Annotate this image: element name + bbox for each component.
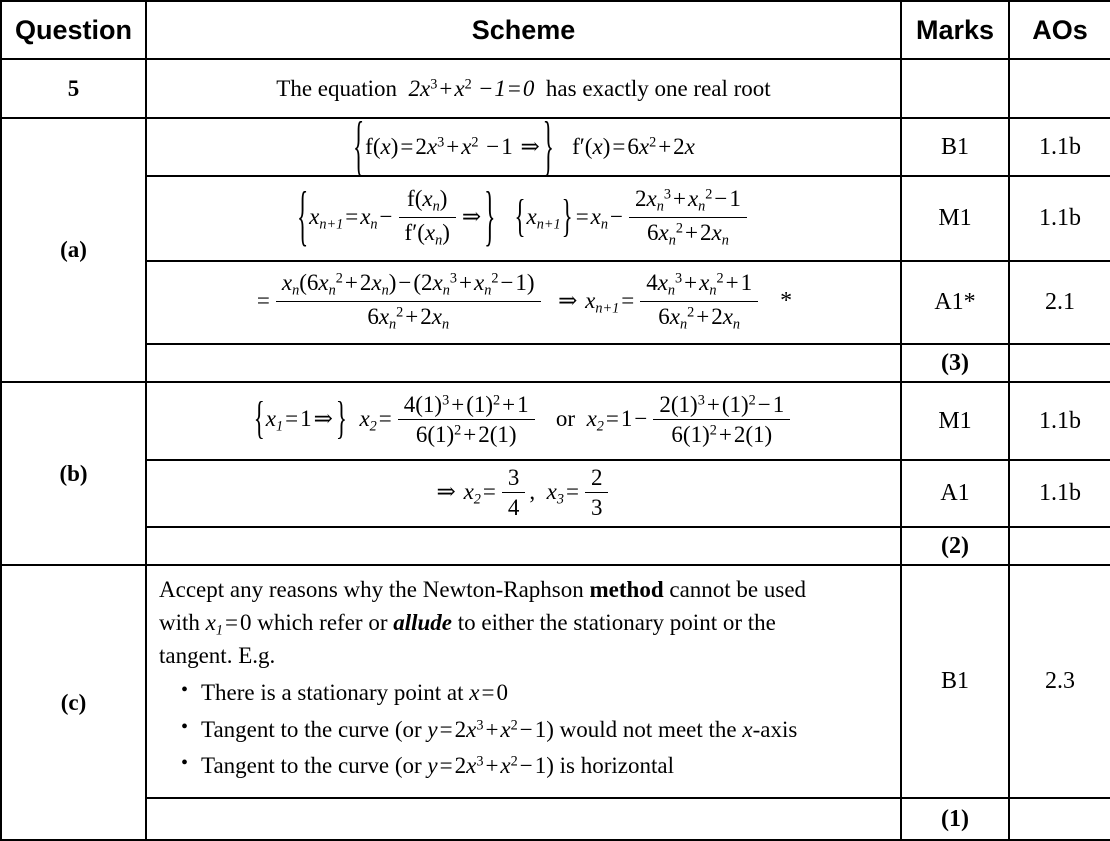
aos-b2: 1.1b xyxy=(1009,460,1110,527)
bullet-text-c: Tangent to the curve (or xyxy=(201,753,428,779)
part-label-a: (a) xyxy=(1,118,146,382)
part-label-c: (c) xyxy=(1,565,146,840)
bullet-text-b: Tangent to the curve (or xyxy=(201,716,428,742)
scheme-c1 xyxy=(146,565,901,798)
marks-b2: A1 xyxy=(901,460,1009,527)
header-question: Question xyxy=(1,1,146,59)
header-marks: Marks xyxy=(901,1,1009,59)
scheme-a3 xyxy=(146,261,901,344)
table-row-a1 xyxy=(1,118,1110,176)
reason-bullet-list xyxy=(159,677,888,783)
right-brace-icon: } xyxy=(542,109,554,182)
scheme-b2-math: ⇒ $x_2=$ $\frac{3}{4}$ , $x_3=$ $\frac{2}{3}$ xyxy=(435,479,613,504)
part-label-b: (b) xyxy=(1,382,146,565)
table-row-a-total xyxy=(1,344,1110,382)
bullet-math-3: $y=2x^3+x^2-1$ xyxy=(427,753,547,779)
stem-lead: The equation xyxy=(276,75,398,101)
table-row-c-total xyxy=(1,798,1110,840)
right-brace-icon: } xyxy=(484,179,496,252)
marks-a3: A1* xyxy=(901,261,1009,344)
scheme-a1-math: {$f(x)=2x^3+x^2 -1$ ⇒ } $f'(x)=6x^2+2x$ xyxy=(352,134,695,159)
table-row-c1 xyxy=(1,565,1110,798)
stem-trail: has exactly one real root xyxy=(545,75,771,101)
or-connector: or xyxy=(555,406,576,432)
aos-c1: 2.3 xyxy=(1009,565,1110,798)
table-row-stem xyxy=(1,59,1110,118)
list-item xyxy=(159,677,888,710)
aos-b-total xyxy=(1009,527,1110,565)
part-total-a: (3) xyxy=(901,344,1009,382)
table-row-a3 xyxy=(1,261,1110,344)
bullet-text-a: There is a stationary point at xyxy=(201,680,470,706)
marks-a1: B1 xyxy=(901,118,1009,176)
table-row-a2 xyxy=(1,176,1110,261)
bullet-math-1: x=0 xyxy=(469,680,508,706)
left-brace-icon: { xyxy=(514,190,526,241)
left-brace-icon: { xyxy=(353,109,365,182)
question-number: 5 xyxy=(1,59,146,118)
scheme-a3-math: = $\frac{xn(6xn^2+2xn)-(2xn^3+xn^2-1)}{6xn^2+2xn}$ ⇒ $x_{n+1}=$ $\frac{4xn^3+xn^2+1}{6xn^2+2xn}$ * xyxy=(256,269,793,333)
marks-c1: B1 xyxy=(901,565,1009,798)
allude-emphasis: allude xyxy=(393,609,453,635)
stem-scheme xyxy=(146,59,901,118)
left-brace-icon: { xyxy=(297,179,309,252)
right-brace-icon: } xyxy=(335,393,347,444)
part-total-b: (2) xyxy=(901,527,1009,565)
list-item: • Tangent to the curve (or $y=2x^3+x^2-1$) would not meet the x-axis xyxy=(159,714,888,747)
accept-text-d: which refer or xyxy=(251,609,394,635)
aos-a2: 1.1b xyxy=(1009,176,1110,261)
list-item: • Tangent to the curve (or $y=2x^3+x^2-1$) is horizontal xyxy=(159,750,888,783)
scheme-a1 xyxy=(146,109,901,182)
aos-c-total xyxy=(1009,798,1110,840)
accept-reasons-line-1 xyxy=(159,574,888,607)
header-scheme: Scheme xyxy=(146,1,901,59)
x1-equals-zero-math: $x_1=0$ xyxy=(205,609,252,639)
accept-reasons-line-2 xyxy=(159,607,888,641)
scheme-b-total xyxy=(146,527,901,565)
table-row-b1 xyxy=(1,382,1110,460)
aos-a-total xyxy=(1009,344,1110,382)
aos-b1: 1.1b xyxy=(1009,382,1110,460)
stem-equation: $2x^3+x^2 -1=0$ xyxy=(402,75,541,101)
accept-reasons-line-3: tangent. E.g. xyxy=(159,643,276,669)
table-header xyxy=(1,1,1110,59)
left-brace-icon: { xyxy=(253,393,265,444)
table-body xyxy=(1,59,1110,840)
bullet-math-2: $y=2x^3+x^2-1$ xyxy=(427,716,547,742)
table-row-b2 xyxy=(1,460,1110,527)
accept-text-e: to either the stationary point or the xyxy=(452,609,776,635)
table-row-b-total xyxy=(1,527,1110,565)
marks-b1: M1 xyxy=(901,382,1009,460)
marks-a2: M1 xyxy=(901,176,1009,261)
scheme-b1-math: {$x_1=1\Rightarrow$ } $x_2=$ $\frac{4(1)^3+(1)^2+1}{6(1)^2+2(1)}$ or $x_2=1-$ $\frac{2(1)^3+(1)^2-1}{6(1)^2+2(1)}$ xyxy=(253,406,795,431)
aos-a3: 2.1 xyxy=(1009,261,1110,344)
part-total-c: (1) xyxy=(901,798,1009,840)
star-marker: * xyxy=(780,287,793,314)
stem-text xyxy=(276,76,770,101)
scheme-a2-math: {$x_{n+1}=xn-$ $\frac{f(xn)}{f'(xn)}$ ⇒ } $\{x_{n+1}\} =xn-$ $\frac{2xn^3+xn^2-1}{6xn^2+2xn}$ xyxy=(296,204,751,229)
scheme-b1 xyxy=(146,382,901,460)
scheme-c-total xyxy=(146,798,901,840)
header-row xyxy=(1,1,1110,59)
stem-marks xyxy=(901,59,1009,118)
scheme-a2 xyxy=(146,176,901,261)
stem-aos xyxy=(1009,59,1110,118)
method-emphasis: method xyxy=(589,577,664,602)
right-brace-icon: } xyxy=(561,190,573,241)
accept-text-a: Accept any reasons why the Newton-Raphson xyxy=(159,577,590,602)
aos-a1: 1.1b xyxy=(1009,118,1110,176)
scheme-b2 xyxy=(146,460,901,527)
scheme-a-total xyxy=(146,344,901,382)
accept-text-c: with xyxy=(159,609,206,635)
header-aos: AOs xyxy=(1009,1,1110,59)
accept-text-b: cannot be used xyxy=(663,577,807,602)
